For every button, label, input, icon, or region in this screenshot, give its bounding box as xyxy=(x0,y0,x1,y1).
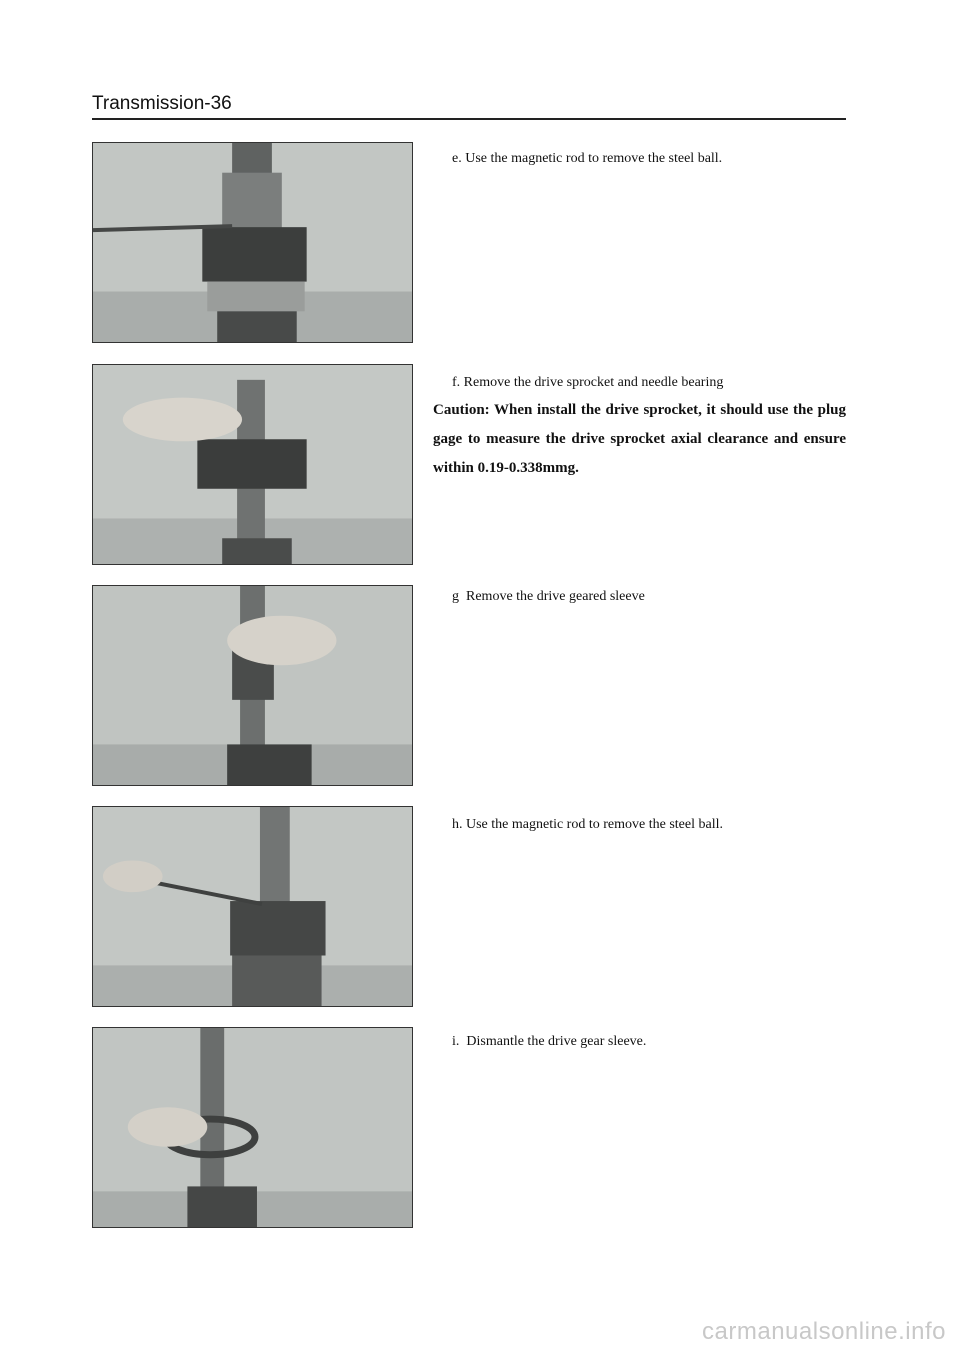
caution-note: Caution: When install the drive sprocket, it should use the plug gage to measure the drive sprocket axial clearance and ensure within 0.19-0.338mmg. xyxy=(433,402,846,476)
watermark: carmanualsonline.info xyxy=(702,1318,946,1345)
step-h-photo xyxy=(92,806,413,1007)
step-i-text: i. Dismantle the drive gear sleeve. xyxy=(452,1034,647,1049)
page-title: Transmission-36 xyxy=(92,93,232,114)
step-e-text: e. Use the magnetic rod to remove the steel ball. xyxy=(452,151,723,166)
step-h-text: h. Use the magnetic rod to remove the steel ball. xyxy=(452,817,723,832)
step-e-photo xyxy=(92,142,413,343)
step-i-photo xyxy=(92,1027,413,1228)
step-g-text: g Remove the drive geared sleeve xyxy=(452,589,645,604)
step-f-text: f. Remove the drive sprocket and needle bearing xyxy=(452,375,724,390)
step-g-photo xyxy=(92,585,413,786)
header-rule xyxy=(92,118,846,120)
step-f-photo xyxy=(92,364,413,565)
